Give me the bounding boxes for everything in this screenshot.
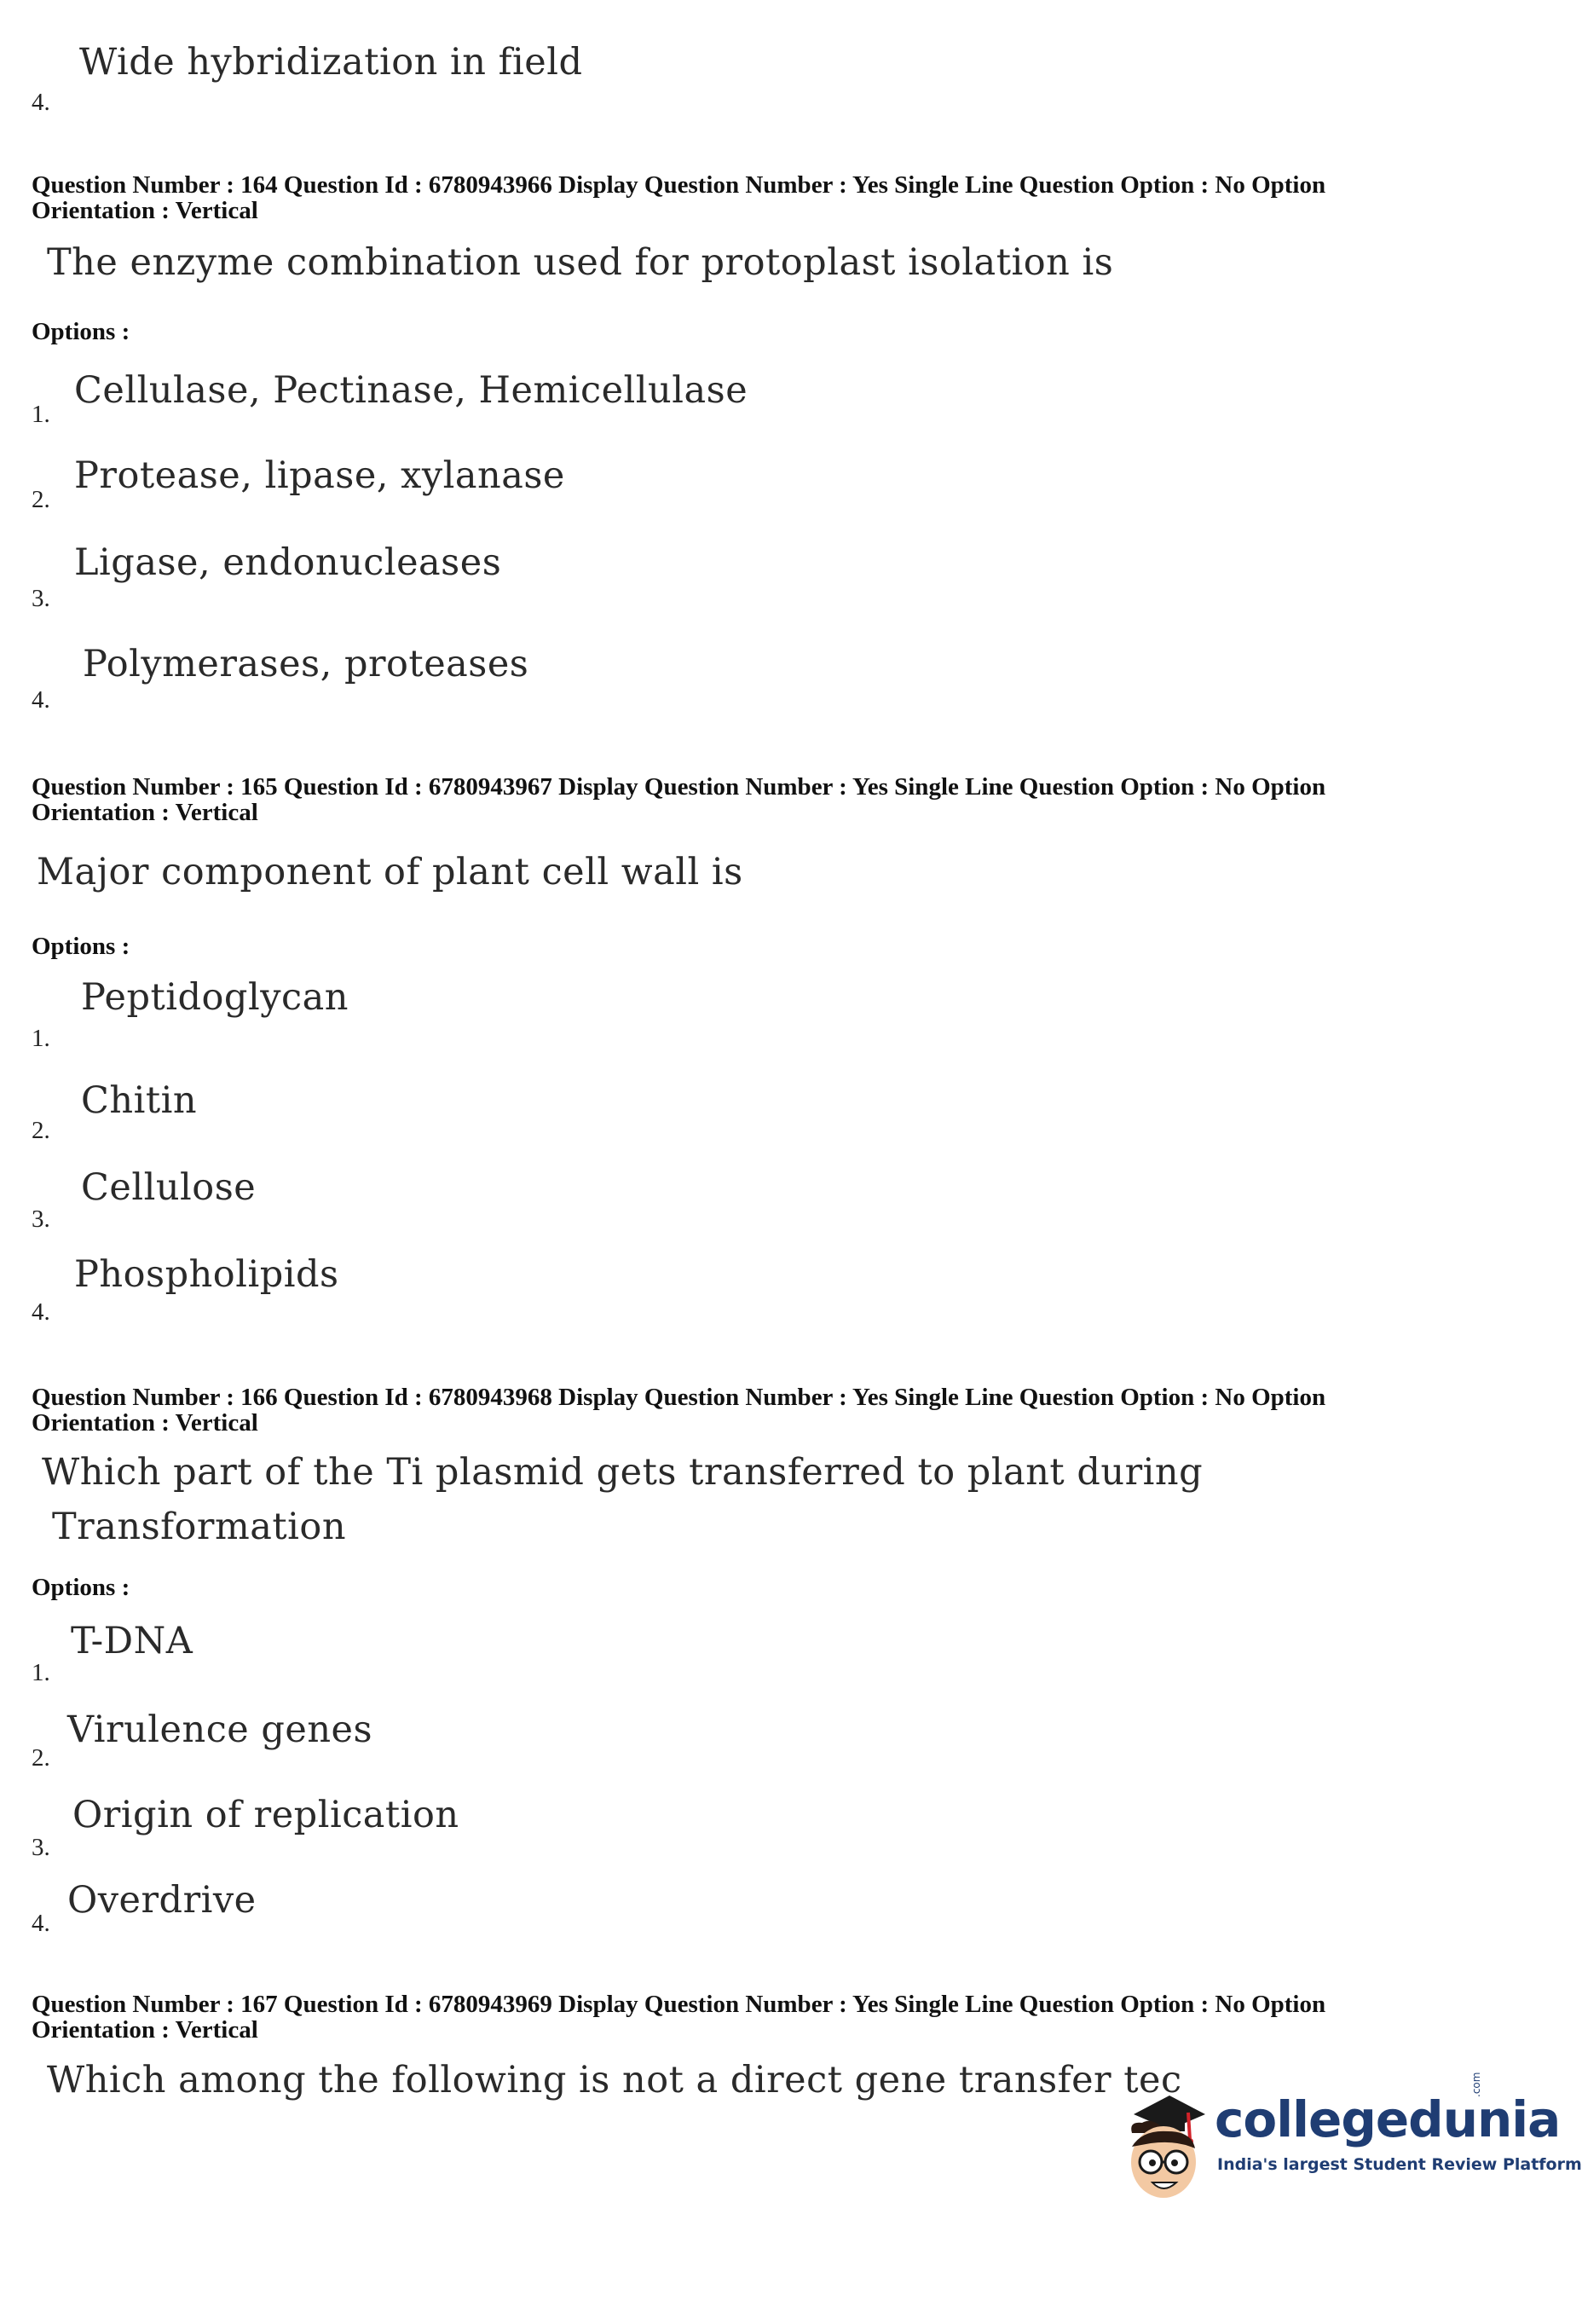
option-text: Origin of replication: [72, 1794, 459, 1836]
question-meta-line: Orientation : Vertical: [32, 1409, 258, 1437]
question-text: The enzyme combination used for protoplast isolation is: [47, 241, 1114, 284]
question-text: Major component of plant cell wall is: [37, 851, 743, 893]
logo-wordmark: collegedunia: [1215, 2090, 1561, 2148]
question-meta-line: Question Number : 165 Question Id : 6780943967 Display Question Number : Yes Single Line Question Option : No Option: [32, 773, 1326, 801]
mascot-icon: [1117, 2080, 1210, 2208]
options-label: Options :: [32, 1574, 130, 1601]
option-text: Cellulase, Pectinase, Hemicellulase: [74, 369, 748, 412]
option-text: Ligase, endonucleases: [74, 541, 502, 584]
option-number: 3.: [32, 585, 50, 612]
option-number: 4.: [32, 1910, 50, 1937]
option-number: 1.: [32, 401, 50, 428]
question-meta: [32, 1992, 1481, 2043]
option-number: 2.: [32, 1744, 50, 1772]
question-meta: [32, 172, 1481, 223]
option-text: Overdrive: [67, 1879, 257, 1922]
question-text: Which part of the Ti plasmid gets transferred to plant during: [42, 1451, 1204, 1494]
options-label: Options :: [32, 318, 130, 345]
question-meta-line: Question Number : 167 Question Id : 6780943969 Display Question Number : Yes Single Line Question Option : No Option: [32, 1991, 1326, 2018]
option-text: Peptidoglycan: [81, 976, 349, 1019]
option-number: 3.: [32, 1205, 50, 1233]
question-text: Transformation: [52, 1506, 347, 1548]
question-meta: [32, 1385, 1481, 1436]
question-meta-line: Orientation : Vertical: [32, 799, 258, 826]
option-number: 3.: [32, 1834, 50, 1861]
option-text: Phospholipids: [74, 1253, 339, 1296]
question-meta-line: Orientation : Vertical: [32, 197, 258, 224]
logo-tagline: India's largest Student Review Platform: [1217, 2155, 1582, 2174]
option-number: 4.: [32, 89, 50, 116]
question-meta: [32, 774, 1481, 825]
option-text: Polymerases, proteases: [83, 643, 529, 685]
option-text: Protease, lipase, xylanase: [74, 454, 565, 497]
collegedunia-logo: [1117, 2072, 1582, 2208]
option-text: T-DNA: [71, 1620, 193, 1662]
question-meta-line: Orientation : Vertical: [32, 2016, 258, 2044]
option-number: 4.: [32, 686, 50, 714]
option-number: 1.: [32, 1025, 50, 1052]
option-number: 4.: [32, 1298, 50, 1326]
option-text: Wide hybridization in field: [79, 41, 583, 84]
options-label: Options :: [32, 933, 130, 960]
option-text: Cellulose: [81, 1166, 257, 1209]
logo-suffix: .com: [1470, 2072, 1482, 2097]
question-text: Which among the following is not a direct gene transfer tec: [47, 2059, 1182, 2101]
option-number: 2.: [32, 486, 50, 513]
question-meta-line: Question Number : 164 Question Id : 6780943966 Display Question Number : Yes Single Line Question Option : No Option: [32, 171, 1326, 199]
option-text: Chitin: [81, 1079, 198, 1122]
question-meta-line: Question Number : 166 Question Id : 6780943968 Display Question Number : Yes Single Line Question Option : No Option: [32, 1384, 1326, 1411]
option-number: 2.: [32, 1117, 50, 1144]
option-number: 1.: [32, 1659, 50, 1686]
option-text: Virulence genes: [67, 1708, 373, 1751]
